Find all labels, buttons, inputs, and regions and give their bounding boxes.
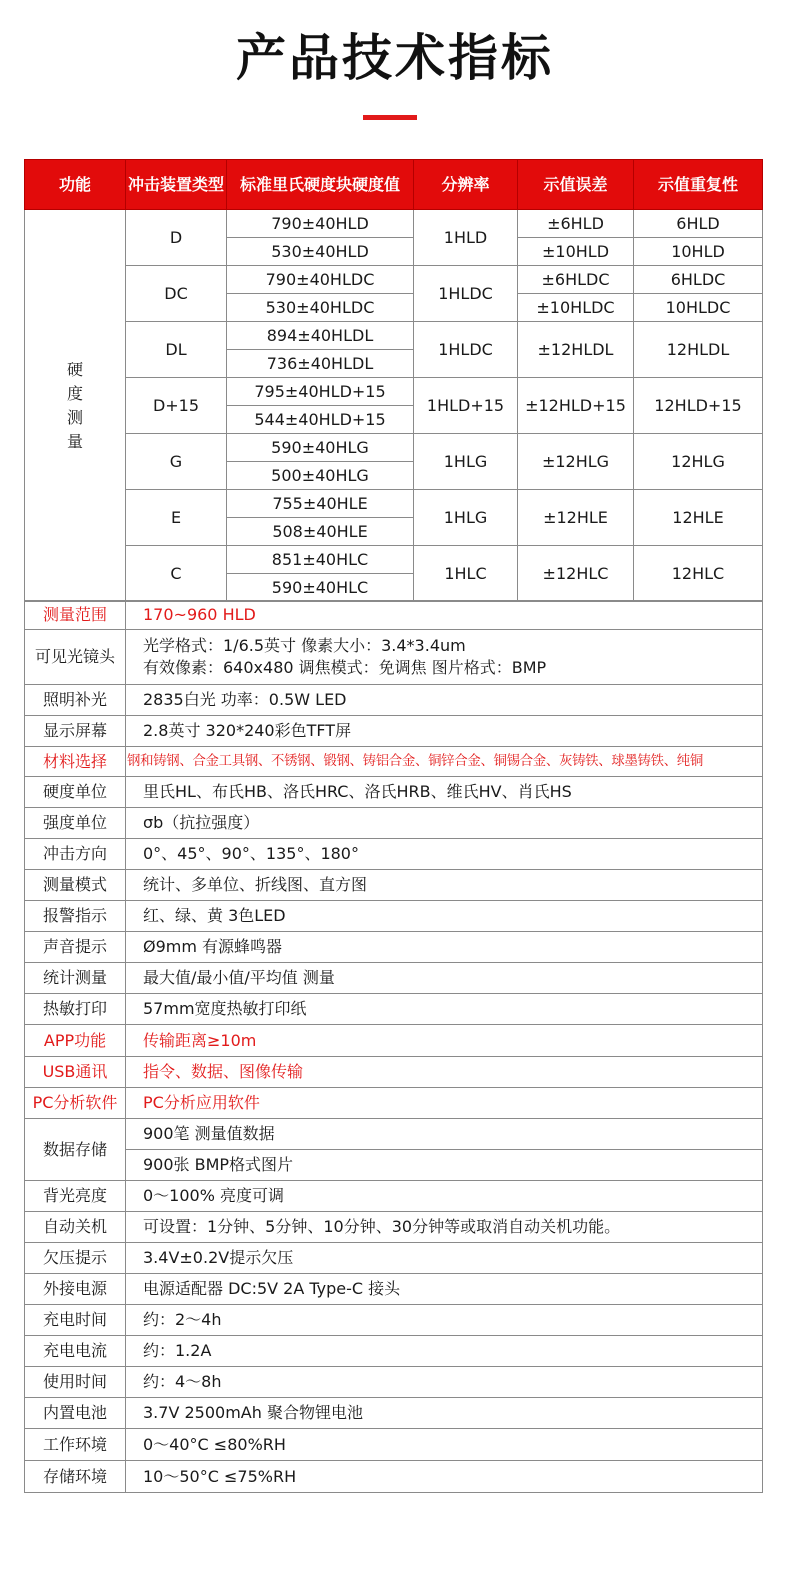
- row-stats: [25, 963, 763, 994]
- row-direction: [25, 839, 763, 870]
- value-pc: PC分析应用软件: [126, 1088, 763, 1119]
- table-row: [25, 322, 763, 350]
- label-pc: PC分析软件: [25, 1088, 126, 1119]
- value-cell: 500±40HLG: [227, 462, 414, 490]
- title-underline: [363, 115, 417, 120]
- table-row: [25, 210, 763, 238]
- header-error: 示值误差: [518, 160, 634, 210]
- repeat-cell: 12HLG: [634, 434, 763, 490]
- row-storage-2: [25, 1150, 763, 1181]
- row-store-env: [25, 1461, 763, 1493]
- value-cell: 736±40HLDL: [227, 350, 414, 378]
- row-charge-time: [25, 1305, 763, 1336]
- error-cell: ±10HLD: [518, 238, 634, 266]
- value-cell: 590±40HLG: [227, 434, 414, 462]
- error-cell: ±12HLE: [518, 490, 634, 546]
- label-print: 热敏打印: [25, 994, 126, 1025]
- value-stats: 最大值/最小值/平均值 测量: [126, 963, 763, 994]
- row-print: [25, 994, 763, 1025]
- value-cell: 508±40HLE: [227, 518, 414, 546]
- value-cell: 790±40HLDC: [227, 266, 414, 294]
- value-poweroff: 可设置：1分钟、5分钟、10分钟、30分钟等或取消自动关机功能。: [126, 1212, 763, 1243]
- value-cell: 851±40HLC: [227, 546, 414, 574]
- page-title: 产品技术指标: [236, 29, 554, 87]
- row-use-time: [25, 1367, 763, 1398]
- value-cell: 530±40HLDC: [227, 294, 414, 322]
- device-cell: E: [126, 490, 227, 546]
- resolution-cell: 1HLD: [414, 210, 518, 266]
- label-material: 材料选择: [25, 747, 126, 777]
- resolution-cell: 1HLG: [414, 434, 518, 490]
- repeat-cell: 6HLDC: [634, 266, 763, 294]
- label-work-env: 工作环境: [25, 1429, 126, 1461]
- label-hardness-unit: 硬度单位: [25, 777, 126, 808]
- device-cell: G: [126, 434, 227, 490]
- row-usb: [25, 1057, 763, 1088]
- category-hardness: 硬度测量: [25, 210, 126, 602]
- value-cell: 790±40HLD: [227, 210, 414, 238]
- label-charge-current: 充电电流: [25, 1336, 126, 1367]
- device-cell: C: [126, 546, 227, 602]
- error-cell: ±12HLG: [518, 434, 634, 490]
- value-sound: Ø9mm 有源蜂鸣器: [126, 932, 763, 963]
- label-storage: 数据存储: [25, 1119, 126, 1181]
- error-cell: ±12HLC: [518, 546, 634, 602]
- row-sound: [25, 932, 763, 963]
- resolution-cell: 1HLDC: [414, 266, 518, 322]
- label-range: 测量范围: [25, 601, 126, 630]
- table-row: [25, 378, 763, 406]
- header-function: 功能: [25, 160, 126, 210]
- row-battery: [25, 1398, 763, 1429]
- label-light: 照明补光: [25, 685, 126, 716]
- label-backlight: 背光亮度: [25, 1181, 126, 1212]
- camera-line-1: 光学格式：1/6.5英寸 像素大小：3.4*3.4um: [143, 636, 466, 655]
- resolution-cell: 1HLD+15: [414, 378, 518, 434]
- header-repeatability: 示值重复性: [634, 160, 763, 210]
- value-material: 钢和铸钢、合金工具钢、不锈钢、锻钢、铸铝合金、铜锌合金、铜锡合金、灰铸铁、球墨铸铁、纯铜: [126, 747, 763, 777]
- value-storage-1: 900笔 测量值数据: [126, 1119, 763, 1150]
- device-cell: D: [126, 210, 227, 266]
- repeat-cell: 10HLDC: [634, 294, 763, 322]
- label-use-time: 使用时间: [25, 1367, 126, 1398]
- value-backlight: 0～100% 亮度可调: [126, 1181, 763, 1212]
- value-direction: 0°、45°、90°、135°、180°: [126, 839, 763, 870]
- label-strength-unit: 强度单位: [25, 808, 126, 839]
- row-work-env: [25, 1429, 763, 1461]
- resolution-cell: 1HLDC: [414, 322, 518, 378]
- value-use-time: 约：4～8h: [126, 1367, 763, 1398]
- value-work-env: 0～40°C ≤80%RH: [126, 1429, 763, 1461]
- value-mode: 统计、多单位、折线图、直方图: [126, 870, 763, 901]
- resolution-cell: 1HLC: [414, 546, 518, 602]
- value-store-env: 10～50°C ≤75%RH: [126, 1461, 763, 1493]
- row-strength-unit: [25, 808, 763, 839]
- value-camera: [126, 630, 763, 685]
- row-hardness-unit: [25, 777, 763, 808]
- spec-table: [24, 159, 763, 602]
- error-cell: ±12HLD+15: [518, 378, 634, 434]
- label-direction: 冲击方向: [25, 839, 126, 870]
- camera-line-2: 有效像素：640x480 调焦模式：免调焦 图片格式：BMP: [143, 658, 547, 677]
- repeat-cell: 12HLC: [634, 546, 763, 602]
- value-cell: 755±40HLE: [227, 490, 414, 518]
- row-light: [25, 685, 763, 716]
- row-storage: [25, 1119, 763, 1150]
- device-cell: DC: [126, 266, 227, 322]
- row-mode: [25, 870, 763, 901]
- table-row: [25, 490, 763, 518]
- label-lowvolt: 欠压提示: [25, 1243, 126, 1274]
- error-cell: ±10HLDC: [518, 294, 634, 322]
- label-usb: USB通讯: [25, 1057, 126, 1088]
- table-row: [25, 266, 763, 294]
- label-sound: 声音提示: [25, 932, 126, 963]
- row-lowvolt: [25, 1243, 763, 1274]
- label-stats: 统计测量: [25, 963, 126, 994]
- header-standard-value: 标准里氏硬度块硬度值: [227, 160, 414, 210]
- value-cell: 590±40HLC: [227, 574, 414, 602]
- value-hardness-unit: 里氏HL、布氏HB、洛氏HRC、洛氏HRB、维氏HV、肖氏HS: [126, 777, 763, 808]
- repeat-cell: 12HLDL: [634, 322, 763, 378]
- value-app: 传输距离≥10m: [126, 1025, 763, 1057]
- label-store-env: 存储环境: [25, 1461, 126, 1493]
- repeat-cell: 10HLD: [634, 238, 763, 266]
- table-row: [25, 434, 763, 462]
- info-table: [24, 600, 763, 1493]
- value-cell: 795±40HLD+15: [227, 378, 414, 406]
- device-cell: D+15: [126, 378, 227, 434]
- row-camera: [25, 630, 763, 685]
- label-poweroff: 自动关机: [25, 1212, 126, 1243]
- value-range: 170~960 HLD: [126, 601, 763, 630]
- row-app: [25, 1025, 763, 1057]
- error-cell: ±6HLDC: [518, 266, 634, 294]
- value-cell: 894±40HLDL: [227, 322, 414, 350]
- value-light: 2835白光 功率：0.5W LED: [126, 685, 763, 716]
- repeat-cell: 12HLE: [634, 490, 763, 546]
- row-alarm: [25, 901, 763, 932]
- row-pc: [25, 1088, 763, 1119]
- table-row: [25, 546, 763, 574]
- value-lowvolt: 3.4V±0.2V提示欠压: [126, 1243, 763, 1274]
- value-cell: 544±40HLD+15: [227, 406, 414, 434]
- spec-header-row: [25, 160, 763, 210]
- label-ext-power: 外接电源: [25, 1274, 126, 1305]
- value-usb: 指令、数据、图像传输: [126, 1057, 763, 1088]
- value-cell: 530±40HLD: [227, 238, 414, 266]
- repeat-cell: 6HLD: [634, 210, 763, 238]
- header-device-type: 冲击装置类型: [126, 160, 227, 210]
- device-cell: DL: [126, 322, 227, 378]
- error-cell: ±12HLDL: [518, 322, 634, 378]
- row-charge-current: [25, 1336, 763, 1367]
- value-print: 57mm宽度热敏打印纸: [126, 994, 763, 1025]
- label-screen: 显示屏幕: [25, 716, 126, 747]
- value-battery: 3.7V 2500mAh 聚合物锂电池: [126, 1398, 763, 1429]
- label-mode: 测量模式: [25, 870, 126, 901]
- label-camera: 可见光镜头: [25, 630, 126, 685]
- row-backlight: [25, 1181, 763, 1212]
- row-ext-power: [25, 1274, 763, 1305]
- value-storage-2: 900张 BMP格式图片: [126, 1150, 763, 1181]
- row-poweroff: [25, 1212, 763, 1243]
- label-app: APP功能: [25, 1025, 126, 1057]
- label-charge-time: 充电时间: [25, 1305, 126, 1336]
- value-charge-current: 约：1.2A: [126, 1336, 763, 1367]
- row-range: [25, 601, 763, 630]
- error-cell: ±6HLD: [518, 210, 634, 238]
- label-alarm: 报警指示: [25, 901, 126, 932]
- repeat-cell: 12HLD+15: [634, 378, 763, 434]
- value-charge-time: 约：2～4h: [126, 1305, 763, 1336]
- row-material: [25, 747, 763, 777]
- label-battery: 内置电池: [25, 1398, 126, 1429]
- row-screen: [25, 716, 763, 747]
- header-resolution: 分辨率: [414, 160, 518, 210]
- value-screen: 2.8英寸 320*240彩色TFT屏: [126, 716, 763, 747]
- resolution-cell: 1HLG: [414, 490, 518, 546]
- value-ext-power: 电源适配器 DC:5V 2A Type-C 接头: [126, 1274, 763, 1305]
- value-strength-unit: σb（抗拉强度）: [126, 808, 763, 839]
- value-alarm: 红、绿、黄 3色LED: [126, 901, 763, 932]
